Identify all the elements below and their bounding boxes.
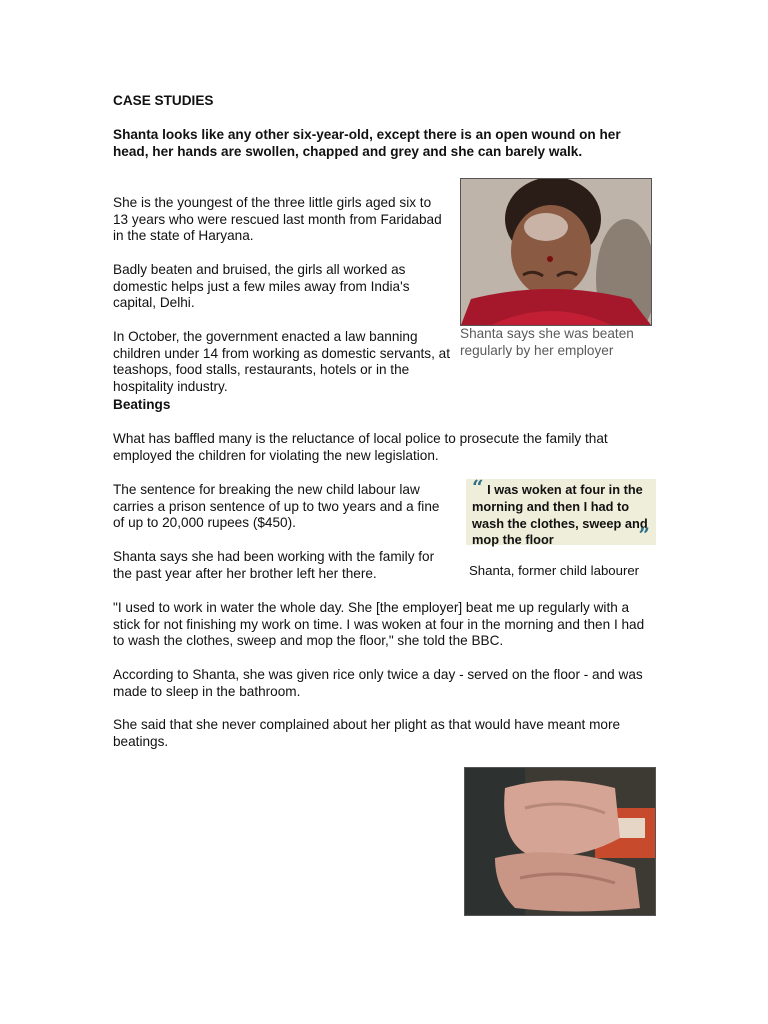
photo-shanta <box>460 178 652 326</box>
close-quote-icon: ” <box>638 523 650 547</box>
pull-quote-text: I was woken at four in the morning and then I had to wash the clothes, sweep and mop the floor <box>472 482 648 548</box>
paragraph-2: Badly beaten and bruised, the girls all worked as domestic helps just a few miles away from India's capital, Delhi. <box>113 262 410 310</box>
paragraph-7: "I used to work in water the whole day. She [the employer] beat me up regularly with a stick for not finishing my work on time. I was woken at four in the morning and then I had to wash the clothes, sweep and mop the floor," she told the BBC. <box>113 600 645 648</box>
paragraph-9: She said that she never complained about her plight as that would have meant more beatings. <box>113 717 621 749</box>
paragraph-1: She is the youngest of the three little girls aged six to 13 years who were rescued last month from Faridabad in the state of Haryana. <box>113 195 442 243</box>
page-title: CASE STUDIES <box>113 93 214 108</box>
paragraph-6: Shanta says she had been working with the family for the past year after her brother left her there. <box>113 549 435 581</box>
section-heading-beatings: Beatings <box>113 397 171 412</box>
paragraph-3-line-1 <box>113 329 458 395</box>
pull-quote-text-block <box>472 475 650 549</box>
paragraph-5: The sentence for breaking the new child labour law carries a prison sentence of up to two years and a fine of up to 20,000 rupees ($450). <box>113 482 440 530</box>
photo-hands <box>464 767 656 916</box>
photo-shanta-caption: Shanta says she was beaten regularly by her employer <box>460 326 634 358</box>
pull-quote-source: Shanta, former child labourer <box>469 563 640 578</box>
lead-paragraph: Shanta looks like any other six-year-old, except there is an open wound on her head, her hands are swollen, chapped and grey and she can barely walk. <box>113 127 621 159</box>
open-quote-icon: “ <box>472 475 484 499</box>
paragraph-3: In October, the government enacted a law banning children under 14 from working as domestic servants, at teashops, food stalls, restaurants, hotels or in the hospitality industry. <box>113 329 450 394</box>
paragraph-8: According to Shanta, she was given rice only twice a day - served on the floor - and was made to sleep in the bathroom. <box>113 667 643 699</box>
photo-shanta-image <box>461 179 651 325</box>
paragraph-4: What has baffled many is the reluctance of local police to prosecute the family that employed the children for violating the new legislation. <box>113 431 608 463</box>
pull-quote <box>466 475 656 548</box>
photo-hands-image <box>465 768 655 915</box>
